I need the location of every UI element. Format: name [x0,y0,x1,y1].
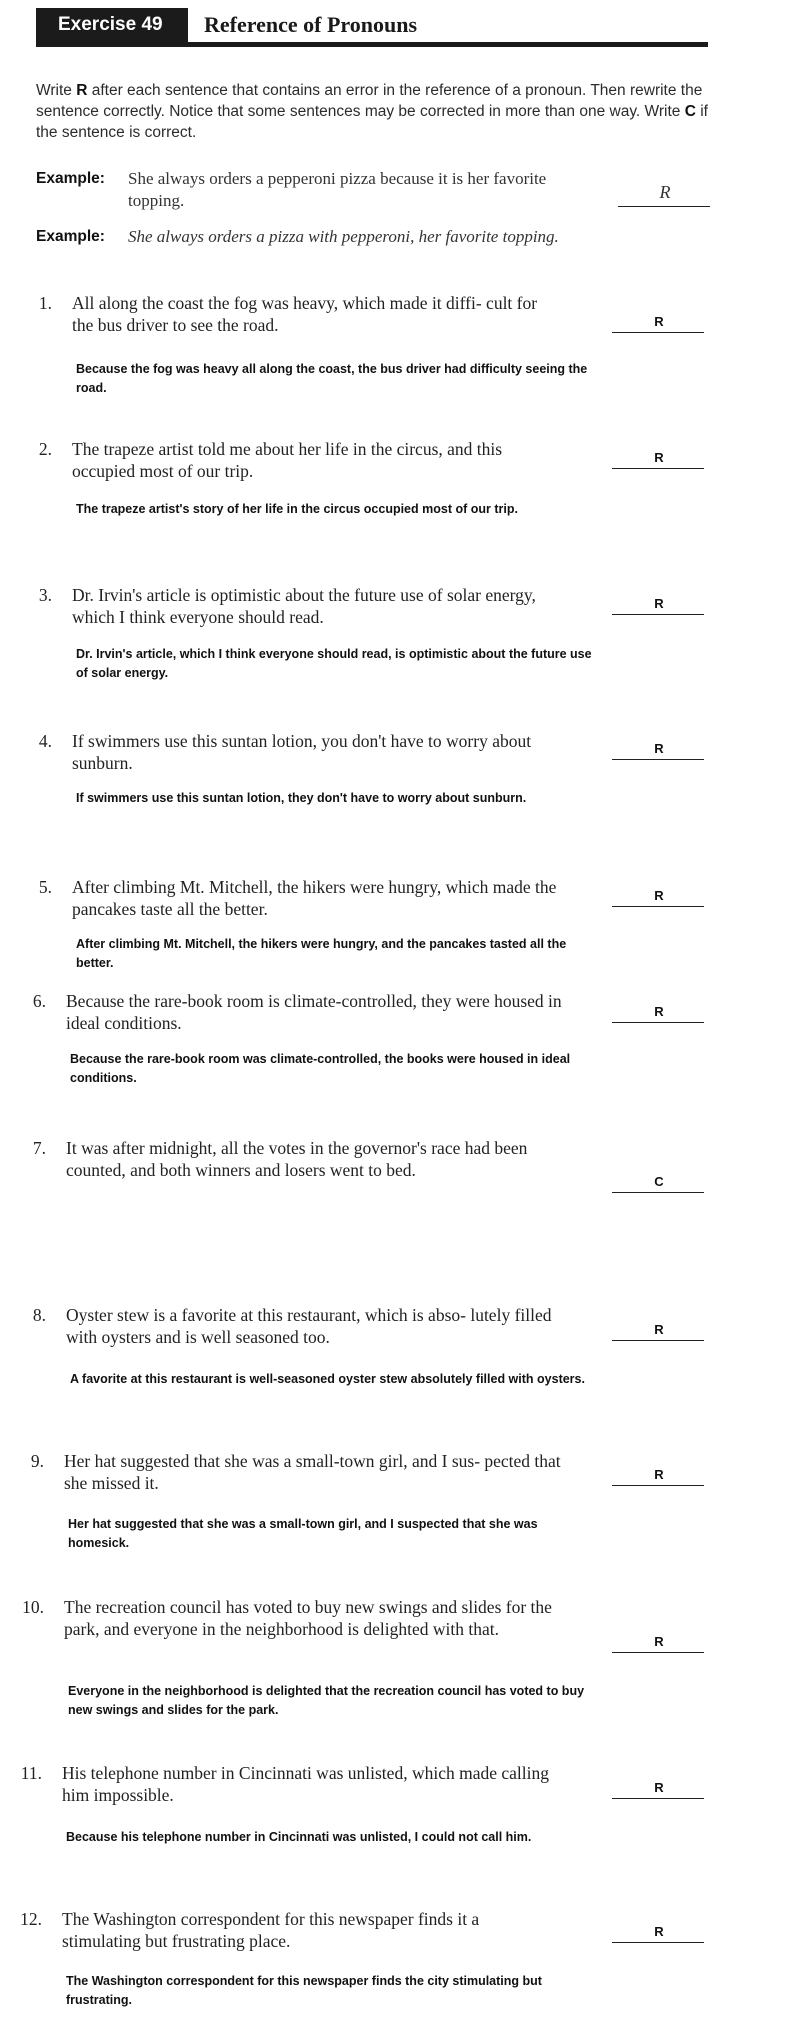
instructions-bold-r: R [76,82,88,99]
item-number: 12. [20,1909,42,1929]
exercise-label: Exercise 49 [36,8,188,42]
answer-blank-line [612,1942,704,1943]
item-correction: A favorite at this restaurant is well-seasoned oyster stew absolutely filled with oysters. [70,1372,585,1386]
item-correction: The trapeze artist's story of her life in the circus occupied most of our trip. [76,502,518,516]
example-1 [36,168,556,216]
answer-mark: R [654,1004,664,1019]
item-number: 6. [32,991,46,1011]
answer-mark: R [654,1780,664,1795]
example-mark: R [659,182,671,202]
example-sentence: She always orders a pepperoni pizza because it is her favorite topping. [128,169,547,210]
answer-mark: R [654,450,664,465]
answer-mark: R [654,596,664,611]
item-number: 1. [38,293,52,313]
answer-blank-line [612,1192,704,1193]
item-sentence: All along the coast the fog was heavy, which made it diffi- cult for the bus driver to see the road. [72,293,538,335]
item-correction: Dr. Irvin's article, which I think everyone should read, is optimistic about the future use of solar energy. [76,647,592,680]
item-number: 5. [38,877,52,897]
item-correction: Because his telephone number in Cincinnati was unlisted, I could not call him. [66,1830,532,1844]
answer-blank-line [612,906,704,907]
answer-blank-line [612,759,704,760]
item-sentence: If swimmers use this suntan lotion, you don't have to worry about sunburn. [72,731,532,773]
item-sentence: The recreation council has voted to buy new swings and slides for the park, and everyone in the neighborhood is delighted with that. [64,1597,552,1639]
answer-blank-line [612,614,704,615]
item-number: 9. [30,1451,44,1471]
item-number: 7. [32,1138,46,1158]
item-number: 2. [38,439,52,459]
instructions-text-1: Write [36,82,77,99]
answer-mark: R [654,888,664,903]
instructions-text-2: after each sentence that contains an error in the reference of a pronoun. Then rewrite the sentence correctly. Notice that some sentences may be corrected in more than one way. Write [36,82,703,120]
item-correction: Because the fog was heavy all along the coast, the bus driver had difficulty seeing the road. [76,362,588,395]
example-mark-line [618,206,710,207]
answer-blank-line [612,332,704,333]
item-correction: After climbing Mt. Mitchell, the hikers were hungry, and the pancakes tasted all the better. [76,937,567,970]
example-label: Example: [36,228,105,245]
item-sentence: It was after midnight, all the votes in the governor's race had been counted, and both winners and losers went to bed. [66,1138,528,1180]
item-sentence: His telephone number in Cincinnati was unlisted, which made calling him impossible. [62,1763,549,1805]
example-sentence: She always orders a pizza with pepperoni, her favorite topping. [128,227,559,246]
answer-mark: R [654,741,664,756]
example-label: Example: [36,170,105,187]
answer-blank-line [612,1652,704,1653]
example-2 [36,226,559,274]
answer-blank-line [612,1340,704,1341]
item-sentence: Oyster stew is a favorite at this restaurant, which is abso- lutely filled with oysters and is well seasoned too. [66,1305,552,1347]
answer-mark: R [654,1322,664,1337]
answer-blank-line [612,1798,704,1799]
item-sentence: After climbing Mt. Mitchell, the hikers were hungry, which made the pancakes taste all the better. [72,877,557,919]
item-sentence: The Washington correspondent for this newspaper finds it a stimulating but frustrating place. [62,1909,480,1951]
item-sentence: The trapeze artist told me about her life in the circus, and this occupied most of our trip. [72,439,503,481]
item-correction: Because the rare-book room was climate-controlled, the books were housed in ideal conditions. [70,1052,571,1085]
item-number: 4. [38,731,52,751]
item-correction: Her hat suggested that she was a small-town girl, and I suspected that she was homesick. [68,1517,538,1550]
item-correction: Everyone in the neighborhood is delighted that the recreation council has voted to buy new swings and slides for the park. [68,1684,585,1717]
item-number: 3. [38,585,52,605]
answer-mark: C [654,1174,664,1189]
item-number: 8. [32,1305,46,1325]
item-sentence: Because the rare-book room is climate-controlled, they were housed in ideal conditions. [66,991,562,1033]
instructions [36,80,716,143]
exercise-title: Reference of Pronouns [204,12,418,37]
answer-mark: R [654,1924,664,1939]
answer-blank-line [612,468,704,469]
answer-blank-line [612,1022,704,1023]
instructions-bold-c: C [684,103,696,120]
item-sentence: Her hat suggested that she was a small-town girl, and I sus- pected that she missed it. [64,1451,561,1493]
item-sentence: Dr. Irvin's article is optimistic about the future use of solar energy, which I think everyone should read. [72,585,536,627]
item-number: 10. [22,1597,44,1617]
answer-mark: R [654,1467,664,1482]
answer-mark: R [654,314,664,329]
instructions-text-3: if the sentence is correct. [36,103,708,141]
answer-blank-line [612,1485,704,1486]
answer-mark: R [654,1634,664,1649]
item-correction: If swimmers use this suntan lotion, they don't have to worry about sunburn. [76,791,527,805]
header-rule [36,42,708,47]
item-correction: The Washington correspondent for this newspaper finds the city stimulating but frustrating. [66,1974,542,2007]
item-number: 11. [20,1763,42,1783]
